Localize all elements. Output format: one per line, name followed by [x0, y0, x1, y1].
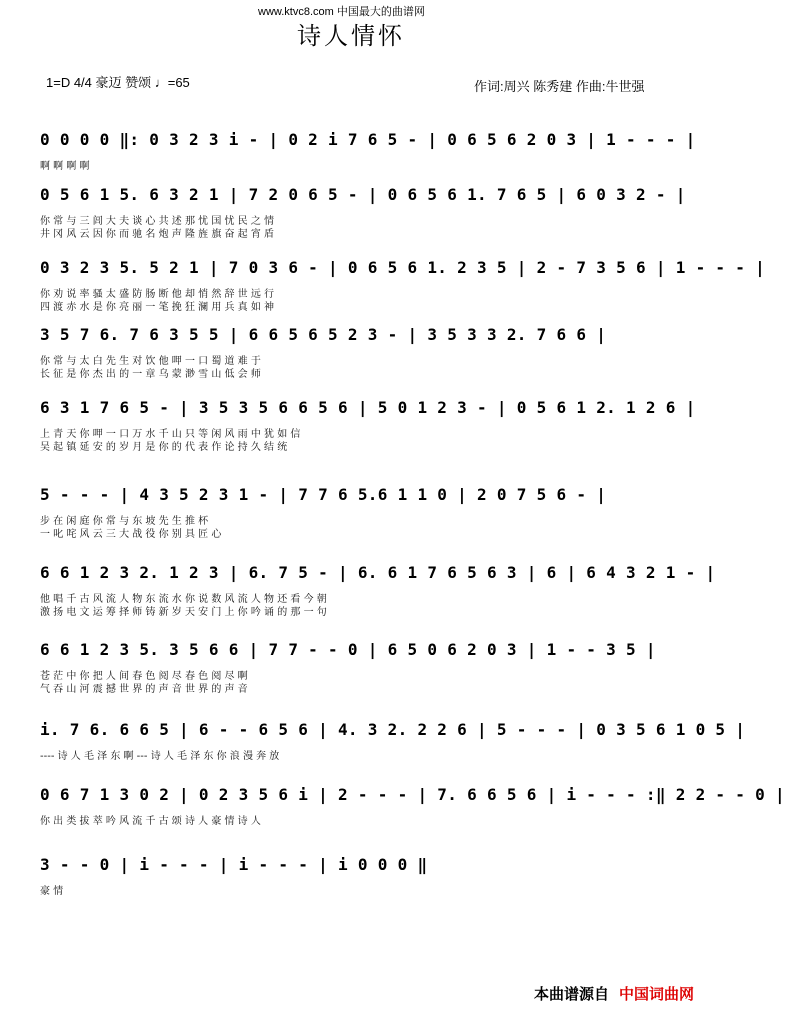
lyric-line: 你 常 与 太 白 先 生 对 饮 他 呷 一 口 蜀 道 难 于: [40, 356, 261, 367]
notation-line: 0 3 2 3 5. 5 2 1 | 7 0 3 6 - | 0 6 5 6 1. 2 3 5 | 2 - 7 3 5 6 | 1 - - - |: [40, 258, 766, 277]
notation-line: 3 5 7 6. 7 6 3 5 5 | 6 6 5 6 5 2 3 - | 3 5 3 3 2. 7 6 6 |: [40, 325, 607, 344]
lyric-line: 他 唱 千 古 风 流 人 物 东 流 水 你 说 数 风 流 人 物 还 看 今 朝: [40, 594, 327, 605]
notation-line: 0 6 7 1 3 0 2 | 0 2 3 5 6 i | 2 - - - | 7. 6 6 5 6 | i - - - :‖ 2 2 - - 0 |: [40, 785, 785, 804]
lyric-line: 四 渡 赤 水 是 你 亮 丽 一 笔 挽 狂 澜 用 兵 真 如 神: [40, 302, 275, 313]
song-title: 诗人情怀: [297, 23, 405, 50]
notation-line: 6 3 1 7 6 5 - | 3 5 3 5 6 6 5 6 | 5 0 1 2 3 - | 0 5 6 1 2. 1 2 6 |: [40, 398, 696, 417]
lyric-line: 你 劝 说 率 骚 太 盛 防 肠 断 他 却 悄 然 辞 世 远 行: [40, 289, 275, 300]
notation-line: 3 - - 0 | i - - - | i - - - | i 0 0 0 ‖: [40, 855, 428, 874]
credits: 作词:周兴 陈秀建 作曲:牛世强: [474, 79, 645, 94]
notation-line: 0 5 6 1 5. 6 3 2 1 | 7 2 0 6 5 - | 0 6 5 6 1. 7 6 5 | 6 0 3 2 - |: [40, 185, 686, 204]
lyric-line: 豪 情: [40, 886, 64, 897]
lyric-line: 步 在 闲 庭 你 常 与 东 坡 先 生 推 杯: [40, 516, 209, 527]
footer-source: 本曲谱源自: [533, 986, 609, 1003]
lyric-line: 苍 茫 中 你 把 人 间 春 色 阅 尽 春 色 阅 尽 啊: [40, 671, 248, 682]
lyric-line: 井 冈 风 云 因 你 而 驰 名 炮 声 隆 旌 旗 奋 起 宵 盾: [40, 229, 275, 240]
lyric-line: 气 吞 山 河 震 撼 世 界 的 声 音 世 界 的 声 音: [40, 684, 248, 695]
key-signature: 1=D 4/4 豪迈 赞颂 ♩=65: [46, 75, 190, 90]
site-watermark: www.ktvc8.com 中国最大的曲谱网: [258, 6, 425, 18]
lyric-line: 长 征 是 你 杰 出 的 一 章 乌 蒙 渺 雪 山 低 会 师: [40, 369, 261, 380]
lyric-line: 上 青 天 你 呷 一 口 万 水 千 山 只 等 闲 风 雨 中 犹 如 信: [40, 429, 301, 440]
footer-site: 中国词曲网: [618, 986, 694, 1003]
notation-line: 6 6 1 2 3 5. 3 5 6 6 | 7 7 - - 0 | 6 5 0 6 2 0 3 | 1 - - 3 5 |: [40, 640, 656, 659]
notation-line: 5 - - - | 4 3 5 2 3 1 - | 7 7 6 5.6 1 1 0 | 2 0 7 5 6 - |: [40, 485, 607, 504]
lyric-line: 啊 啊 啊 啊: [40, 161, 90, 172]
notation-line: 6 6 1 2 3 2. 1 2 3 | 6. 7 5 - | 6. 6 1 7 6 5 6 3 | 6 | 6 4 3 2 1 - |: [40, 563, 716, 582]
lyric-line: 你 出 类 拔 萃 吟 风 流 千 古 颂 诗 人 豪 情 诗 人: [40, 816, 261, 827]
notation-line: i. 7 6. 6 6 5 | 6 - - 6 5 6 | 4. 3 2. 2 2 6 | 5 - - - | 0 3 5 6 1 0 5 |: [40, 720, 746, 739]
lyric-line: 激 扬 电 文 运 筹 择 师 铸 新 岁 天 安 门 上 你 吟 诵 的 那 一 句: [40, 607, 327, 618]
lyric-line: 你 常 与 三 闾 大 夫 谈 心 共 述 那 忧 国 忧 民 之 情: [40, 216, 275, 227]
notation-line: 0 0 0 0 ‖: 0 3 2 3 i - | 0 2 i 7 6 5 - | 0 6 5 6 2 0 3 | 1 - - - |: [40, 130, 696, 149]
footer: [534, 983, 694, 1004]
lyric-line: ---- 诗 人 毛 泽 东 啊 --- 诗 人 毛 泽 东 你 浪 漫 奔 放: [40, 751, 280, 762]
lyric-line: 吴 起 镇 延 安 的 岁 月 是 你 的 代 表 作 论 持 久 结 统: [40, 442, 288, 453]
lyric-line: 一 叱 咤 风 云 三 大 战 役 你 别 具 匠 心: [40, 529, 222, 540]
